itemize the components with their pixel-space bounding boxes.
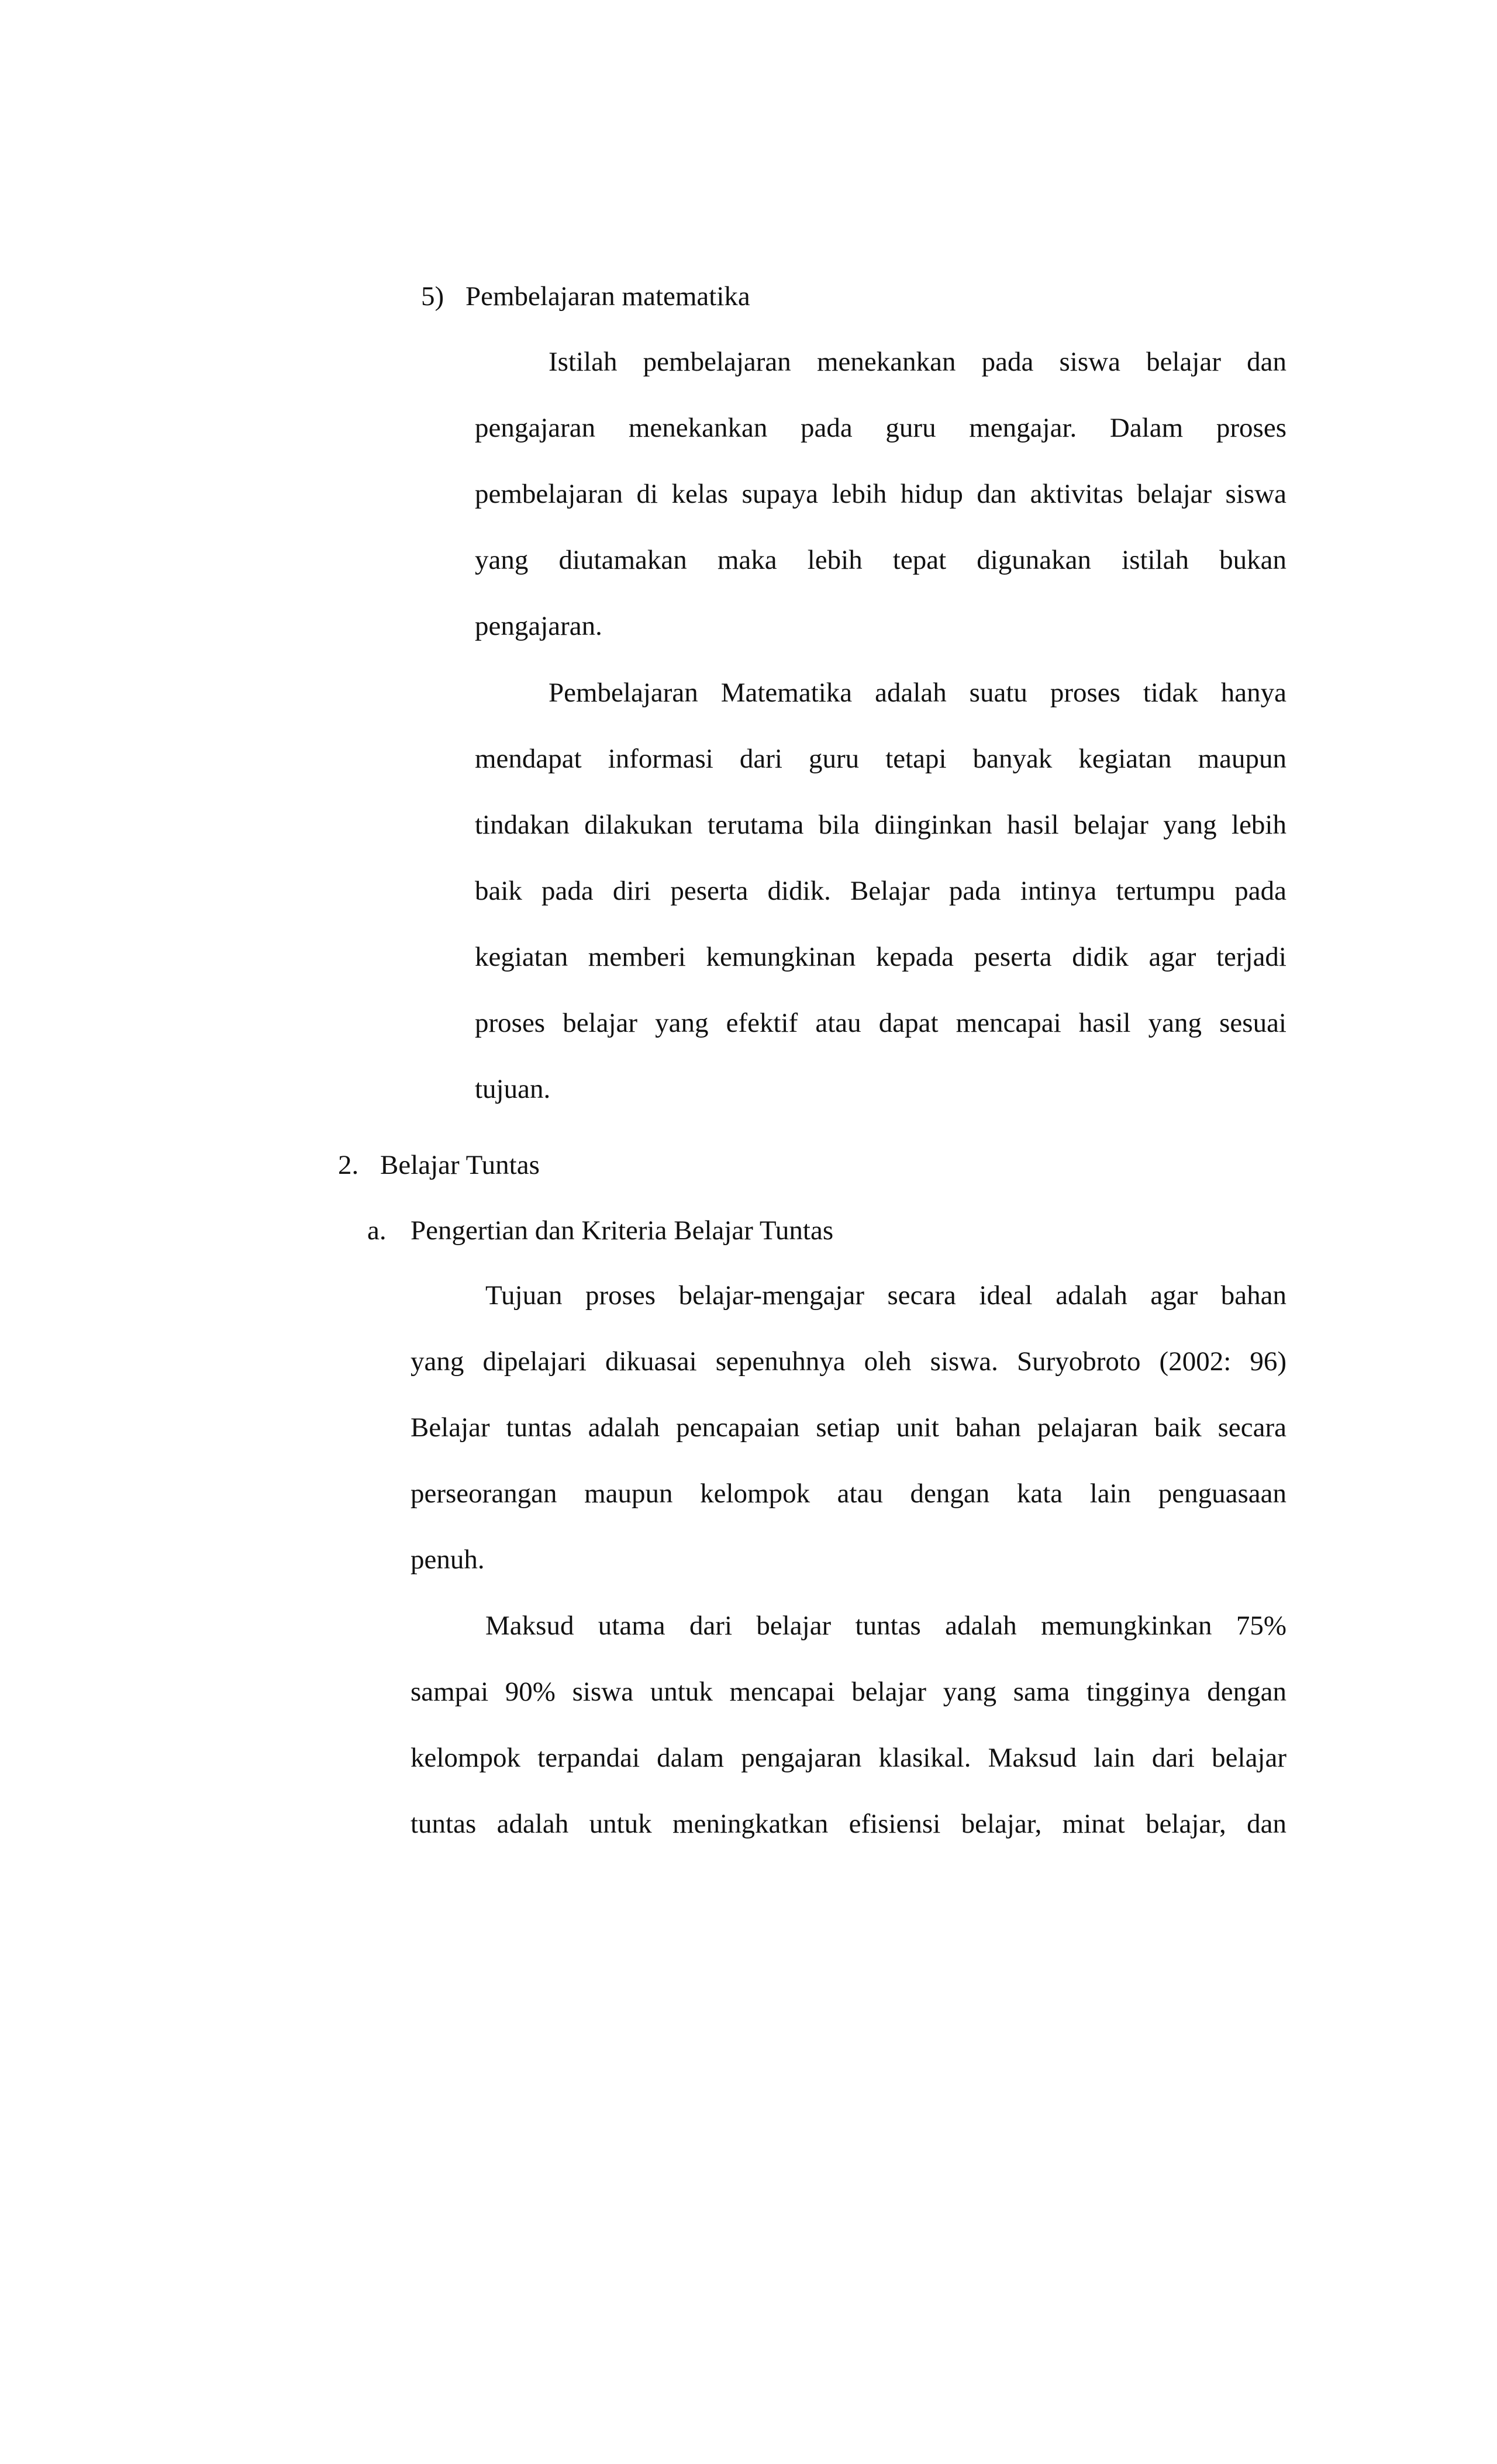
paragraph-line: baik pada diri peserta didik. Belajar pada intinya tertumpu pada [475, 876, 1286, 906]
paragraph-line: sampai 90% siswa untuk mencapai belajar yang sama tingginya dengan [411, 1677, 1286, 1707]
paragraph-line: proses belajar yang efektif atau dapat mencapai hasil yang sesuai [475, 1008, 1286, 1038]
paragraph-line: kelompok terpandai dalam pengajaran klasikal. Maksud lain dari belajar [411, 1743, 1286, 1773]
section-2-title: Belajar Tuntas [380, 1150, 540, 1180]
paragraph-line: pembelajaran di kelas supaya lebih hidup dan aktivitas belajar siswa [475, 479, 1286, 509]
paragraph-line: Pembelajaran Matematika adalah suatu proses tidak hanya [549, 678, 1286, 708]
section-2-heading [338, 1152, 540, 1179]
paragraph-line: tuntas adalah untuk meningkatkan efisiensi belajar, minat belajar, dan [411, 1809, 1286, 1839]
paragraph-line: Istilah pembelajaran menekankan pada siswa belajar dan [549, 347, 1286, 377]
subsection-a-heading [367, 1217, 833, 1245]
subsection-a-paragraph-1 [411, 1263, 1286, 1593]
subsection-a-title: Pengertian dan Kriteria Belajar Tuntas [411, 1215, 834, 1246]
paragraph-line: Belajar tuntas adalah pencapaian setiap unit bahan pelajaran baik secara [411, 1412, 1286, 1443]
subsection-a-paragraph-2 [411, 1593, 1286, 1857]
paragraph-line: tindakan dilakukan terutama bila diinginkan hasil belajar yang lebih [475, 810, 1286, 840]
paragraph-line: tujuan. [475, 1074, 551, 1104]
paragraph-line: kegiatan memberi kemungkinan kepada peserta didik agar terjadi [475, 942, 1286, 972]
paragraph-line: pengajaran. [475, 611, 602, 641]
paragraph-line: yang dipelajari dikuasai sepenuhnya oleh siswa. Suryobroto (2002: 96) [411, 1346, 1286, 1377]
paragraph-line: Tujuan proses belajar-mengajar secara ideal adalah agar bahan [485, 1280, 1286, 1311]
section-2-marker: 2. [338, 1150, 359, 1180]
paragraph-line: mendapat informasi dari guru tetapi banyak kegiatan maupun [475, 744, 1286, 774]
section-5-marker: 5) [421, 281, 444, 312]
subsection-a-marker: a. [367, 1215, 387, 1246]
section-5-heading [421, 283, 750, 310]
paragraph-line: yang diutamakan maka lebih tepat digunakan istilah bukan [475, 545, 1286, 575]
paragraph-line: penuh. [411, 1544, 485, 1575]
paragraph-line: Maksud utama dari belajar tuntas adalah memungkinkan 75% [485, 1611, 1286, 1641]
paragraph-line: perseorangan maupun kelompok atau dengan kata lain penguasaan [411, 1478, 1286, 1509]
paragraph-line: pengajaran menekankan pada guru mengajar. Dalam proses [475, 413, 1286, 443]
section-5-paragraph-2 [475, 660, 1286, 1122]
section-5-paragraph-1 [475, 329, 1286, 659]
section-5-title: Pembelajaran matematika [465, 281, 750, 312]
